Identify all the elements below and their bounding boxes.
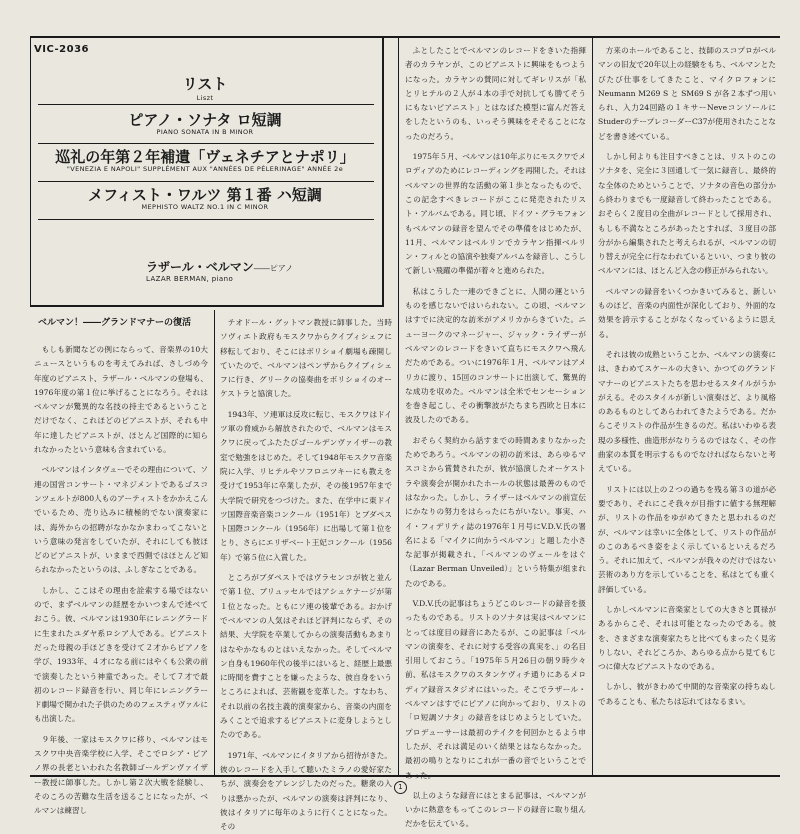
column-3-paragraph: ふとしたことでベルマンのレコードをきいた指揮者のカラヤンが、このピアニストに興味をもつようになった。カラヤンの賛同に対してギレリスが「私とリヒテルの２人が４本の手で対抗しても勝てそうにもないピアニスト」とはなばた模型に富んだ答えをしたというのも、いっそう興味をそそることになったのだろう。 [405,46,586,141]
work-2-title-jp: 巡礼の年第２年補遺「ヴェネチアとナポリ」 [55,148,355,166]
work-1 [30,112,380,136]
composer-name-jp: リスト [182,75,228,93]
column-2-paragraph: 1971年、ベルマンにイタリアから招待がきた。彼のレコードを入手して聴いたミラノの愛好家たちが、演奏会をアレンジしたのだった。糖衆の入りは悪かったが、ベルマンの演奏は評判になり、彼はイタリアに毎年のように行くことになった。その [220,750,392,832]
column-4-paragraph: しかしベルマンに音楽家としての大きさと貫禄があるからこそ、それは可能となったのである。彼を、さまざまな演奏家たちと比べてもまったく見劣りしない、それどころか、あらゆる点から見てもじつに偉大なピアニストなのである。 [598,604,776,672]
page-number: 1 [394,781,407,794]
composer-name-en: Liszt [196,93,214,102]
column-1-paragraph: しかし、ここはその理由を詮索する場ではないので、まずベルマンの経歴をかいつまんで述べておこう。彼、ベルマンは1930年にレニングラードに生まれたユダヤ系ロシア人である。ピアニストだった母親の手ほどきを受けて２才からピアノを学び、1933年、４才になる前にはやくも公衆の前で演奏したという神童であった。そして７才で最初のレコード録音を行い、同じ年にレニングラード劇場で開かれた子供のためのフェスティヴァルにも出演した。 [34,585,208,724]
composer-block [30,76,380,102]
catalog-number: VIC-2036 [34,44,90,55]
work-3-underline [38,219,374,220]
column-divider-1 [214,310,215,776]
work-1-underline [38,143,374,144]
work-3-title-jp: メフィスト・ワルツ 第１番 ハ短調 [88,186,322,204]
column-2-paragraph: テオドール・グットマン教授に師事した。当時ソヴィエト政府もモスクワからクイブィシェフに移転しており、そこにはボリショイ劇場も疎開していたので、ベルマンはペンザからクイブィシェフに行き、グリークの協奏曲をボリショイのオーケストラと協演した。 [220,318,392,399]
header-panel-bottom-rule [30,305,384,307]
column-divider-3 [592,36,593,776]
column-1-paragraph: もしも新聞などの例にならって、音楽界の10大ニュースというものを考えてみれば、さしづめ今年度のピアニスト、ラザール・ベルマンの登場も、1976年度の第１位に挙げることになろう。それはベルマンが驚異的な名技の持主であるということだけでなく、これほどのピアニストが、それも中年に達したピアニストが、ほとんど国際的に知られなかったという意味も含まれている。 [34,345,208,455]
column-3-paragraph: 1975年５月、ベルマンは10年ぶりにモスクワでメロディアのためにレコーディングを再開した。それはベルマンの世界的な活動の第１歩となったもので、この記念すべきレコードがここに発売されたリスト・アルバムである。同じ頃、ドイツ・グラモフォンもベルマンの録音を望んでその準備をはじめたが、11月、ベルマンはベルリンでカラヤン指揮ベルリン・フィルとの協演や独奏アルバムを録音し、こうして新しい飛躍の準備が着々と進められた。 [405,152,586,276]
column-divider-2 [398,36,399,776]
text-column-2 [220,316,392,832]
work-3 [30,187,380,211]
performer-name-en: LAZAR BERMAN, piano [146,275,234,283]
composer-underline [38,104,374,105]
column-4-paragraph: リストには以上の２つの過ちを残る第３の道が必要であり、それにこそ我々が目指すに値する無理解が、リストの作品をゆがめてきたと思われるのだが、ベルマンは幸いに全体として、リストの作品がのこのあるべき姿をよく示しているといえるだろう。それに加えて、ベルマンが我々のだけではない芸術のあり方を示していることを、私はとても重く評価している。 [598,484,776,594]
column-4-paragraph: しかし何よりも注目すべきことは、リストのこのソナタを、完全に３回通して一気に録音し、最終的な全体のためということで、ソナタの音色の部分から終わりまでも一度録音して終わったことである。おそらく２度目の全曲がレコードとして採用され、もしも不満なところがあったとすれば、３度目の部分がから編集されたと考えられるが、ベルマンの切り替えが完全に行なわれているといい、つまり彼のベルマンには、ほとんど入念の修正がみられない。 [598,152,776,276]
performer-name-jp: ラザール・ベルマン [146,260,254,274]
column-4-paragraph: ベルマンの録音をいくつかきいてみると、新しいものほど、音楽の内面性が深化しており、外面的な効果を誇示することがなくなっているように思える。 [598,286,776,339]
text-column-1 [34,343,208,816]
column-3-paragraph: 以上のような録音にはとまる記事は、ベルマンがいかに熱意をもってこのレコードの録音に取り組んだかを伝えている。 [405,790,586,829]
work-2 [30,149,380,173]
top-border-rule [30,36,780,38]
performer-role-jp: ――ピアノ [253,264,294,273]
text-column-4 [598,44,776,771]
work-2-title-en: "VENEZIA E NAPOLI" SUPPLÉMENT AUX "ANNÉES DE PÈLERINAGE" ANNÉE 2e [66,164,344,173]
column-3-paragraph: 私はこうした一連のできごとに、人間の運というものを感じないではいられない。この頃、ベルマンはすでに決定的な訪米がアメリカからきていた。ニューヨークのマネージャー、ジャック・ライザーがベルマンのレコードをきいて直ちにモスクワへ飛んだためである。ついに1976年１月、ベルマンはアメリカに渡り、15回のコンサートに出演して、驚異的な成功を収めた。ベルマンは全米でセンセーションを巻き起こし、その衝撃波がたちまち西欧と日本に波及したのである。 [405,286,586,425]
column-4-paragraph: それは彼の成熟ということか、ベルマンの演奏には、きわめてスケールの大きい、かつてのグランドマナーのピアニストたちを思わせるスタイルがうかがえる。そのスタイルが新しい演奏ほど、より風格のあるものとしてあらわれてきたようである。だからこそリストの作品が生きるのだ。私はいわゆる表現の多様性、曲造形がなりうるのではなく、その作曲家の本質を明示するものでなければならないと考えている。 [598,349,776,474]
work-2-underline [38,181,374,182]
column-4-paragraph: 方来のホールであること、技師のスコプロがベルマンの旧友で20年以上の経験をもち、ベルマンとたびたび仕事をしてきたこと、マイクロフォンにNeumann M269 S と SM69 S が各２本ずつ用いられ、入力24回路の１キサーNeveコンソールにStuderのテープレコーダーC37が使用されたことなどを書き述べている。 [598,46,776,141]
work-1-title-en: PIANO SONATA IN B MINOR [156,127,254,136]
work-3-title-en: MEPHISTO WALTZ NO.1 IN C MINOR [141,202,269,211]
text-column-3 [405,44,586,829]
column-3-paragraph: おそらく契約から話すまでの時間あまりなかったためであろう。ベルマンの初の訪米は、あらゆるマスコミから賞賛されたが、彼が協演したオーケストラや演奏会が開かれたホールの状態は最善のものではなかった。しかし、ライザーはベルマンの前宣伝にかなりの努力をはらったにちがいない。事実、ハイ・フィデリティ誌の1976年１月号にV.D.V.氏の署名による「マイクに向かうベルマン」と題した小さな記事が掲載され、「ベルマンのヴェールをはぐ（Lazar Berman Unveiled）」という特集が組まれたのである。 [405,435,586,588]
column-1-paragraph: ９年後、一家はモスクワに移り、ベルマンはモスクワ中央音楽学校に入学、そこでロシア・ピアノ界の長老といわれた名教師ゴールデンヴァイザー教授に師事した。しかし第２次大戦を経験し、そのころの苦難な生活を送ることになったが、ベルマンは練習し [34,734,208,816]
work-1-title-jp: ピアノ・ソナタ ロ短調 [128,111,282,129]
column-2-paragraph: ところがブダペストではヴラセンコが彼と並んで第１位、ブリュッセルではアシュケナージが第１位となった。ともにソ連の後輩である。おかげでベルマンの人気はそれほど評判にならず、その結果、大学院を卒業してからの演奏活動もあまりはなやかなものとはいえなかった。そしてベルマン自身も1960年代の後半にはいると、経歴上最悪に時間を費すことを嫌ったような、彼自身をいうところによれば、芸術観を変革した。すなわち、それ以前の名技主義的演奏家から、音楽の内面をみくことで追求するピアニストに変身しようとしたのである。 [220,573,392,740]
column-1-paragraph: ベルマンはインタヴューでその理由について、ソ連の国営コンサート・マネジメントであるゴスコンツェルトが800人ものアーティストをかかえこんでいるため、売り込みに積極的でない演奏家には、海外からの招聘がなかなかまわってこないという意味の発言をしていたが、それにしても彼ほどのピアニストが、いままで西側ではほとんど知られなかったというのは、ふしぎなことである。 [34,465,208,575]
header-panel-right-rule [382,36,384,306]
performer-credit [146,258,293,283]
column-4-paragraph: しかし、彼がきわめて中間的な音楽家の持ちぬしであることも、私たちは忘れてはなるまい。 [598,682,776,706]
column-2-paragraph: 1943年、ソ連軍は反攻に転じ、モスクワはドイツ軍の脅威から解放されたので、ベルマンはモスクワに戻ってふたたびゴールデンヴァイザーの教室で勉強をはじめた。そして1948年モスクワ音楽院に入学、リヒテルやソフロニツキーにも教えを受けて1953年に卒業したが、その後1957年まで大学院で研究をつづけた。また、在学中に東ドイツ国際音楽音楽コンクール（1951年）とブダペスト国際コンクール（1956年）に出場して第１位をとり、さらにエリザベート王妃コンクール（1956年）で第５位に入賞した。 [220,409,392,562]
column-3-paragraph: V.D.V.氏の記事はちょうどこのレコードの録音を扱ったものである。リストのソナタは実はベルマンにとっては度目の録音にあたるが、この記事は「ベルマンの演奏を、それに対する受容の真実を、」の名目引用しておこう。「1975年５月26日の朝９時少々前、私はモスクワのスタンケヴィチ通りにあるメロディア録音スタジオにはいった。そこでラザール・ベルマンはすでにピアノに向かっており、リストの「ロ短調ソナタ」の録音をはじめようとしていた。プロデューサーは最初のテイクを何回かとるよう申したが、それは満足のいく結果とはならなかった。最初の鳴りとなりにこれが一番の音でということであった。 [405,598,586,780]
article-heading: ベルマン！――グランドマナーの復活 [38,318,192,328]
